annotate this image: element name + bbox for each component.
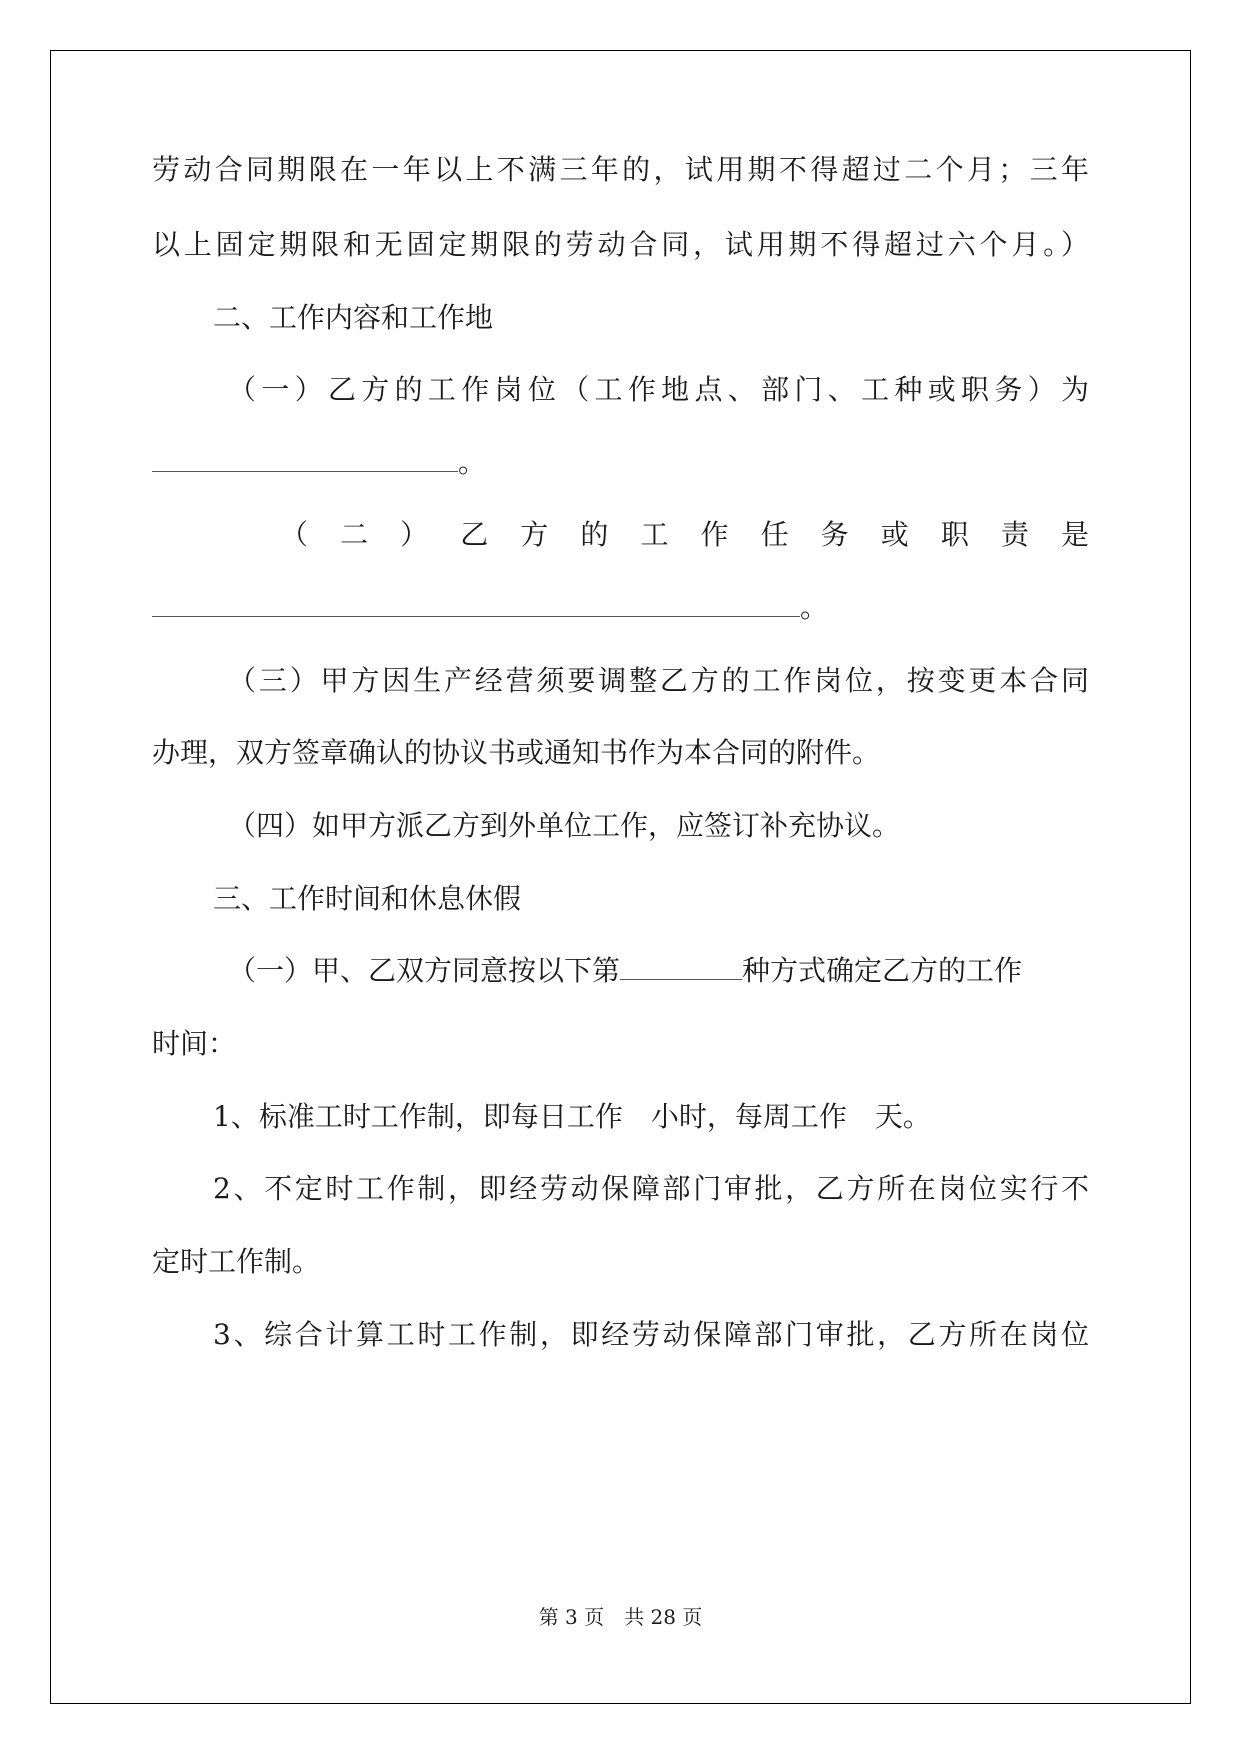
paragraph-line: （ 二 ） 乙 方 的 工 作 任 务 或 职 责 是 <box>280 518 1089 551</box>
list-item: 3、综合计算工时工作制，即经劳动保障部门审批，乙方所在岗位 <box>213 1318 1089 1351</box>
paragraph-line: 办理，双方签章确认的协议书或通知书作为本合同的附件。 <box>152 736 881 769</box>
paragraph-line: （一）甲、乙双方同意按以下第 种方式确定乙方的工作 <box>228 954 1023 987</box>
paragraph-line: （四）如甲方派乙方到外单位工作，应签订补充协议。 <box>228 809 901 842</box>
page-number: 第 3 页 共 28 页 <box>538 1605 703 1629</box>
blank-line: 。 <box>152 588 1089 628</box>
section-heading: 三、工作时间和休息休假 <box>213 882 522 915</box>
blank-line: 。 <box>152 443 1089 483</box>
list-item: 2、不定时工作制，即经劳动保障部门审批，乙方所在岗位实行不 <box>213 1172 1089 1205</box>
paragraph-line: 以上固定期限和无固定期限的劳动合同，试用期不得超过六个月。） <box>152 228 1089 261</box>
section-heading: 二、工作内容和工作地 <box>213 301 494 334</box>
paragraph-line: 时间： <box>152 1027 237 1060</box>
paragraph-line: （三）甲方因生产经营须要调整乙方的工作岗位，按变更本合同 <box>228 664 1089 697</box>
fill-in-blank[interactable] <box>620 953 742 980</box>
fill-in-blank[interactable] <box>152 445 458 472</box>
paragraph-line: （一）乙方的工作岗位（工作地点、部门、工种或职务）为 <box>228 373 1089 406</box>
paragraph-line: 定时工作制。 <box>152 1245 321 1278</box>
fill-in-blank[interactable] <box>152 590 800 617</box>
paragraph-line: 劳动合同期限在一年以上不满三年的，试用期不得超过二个月；三年 <box>152 153 1089 186</box>
list-item: 1、标准工时工作制，即每日工作 小时，每周工作 天。 <box>213 1100 931 1133</box>
